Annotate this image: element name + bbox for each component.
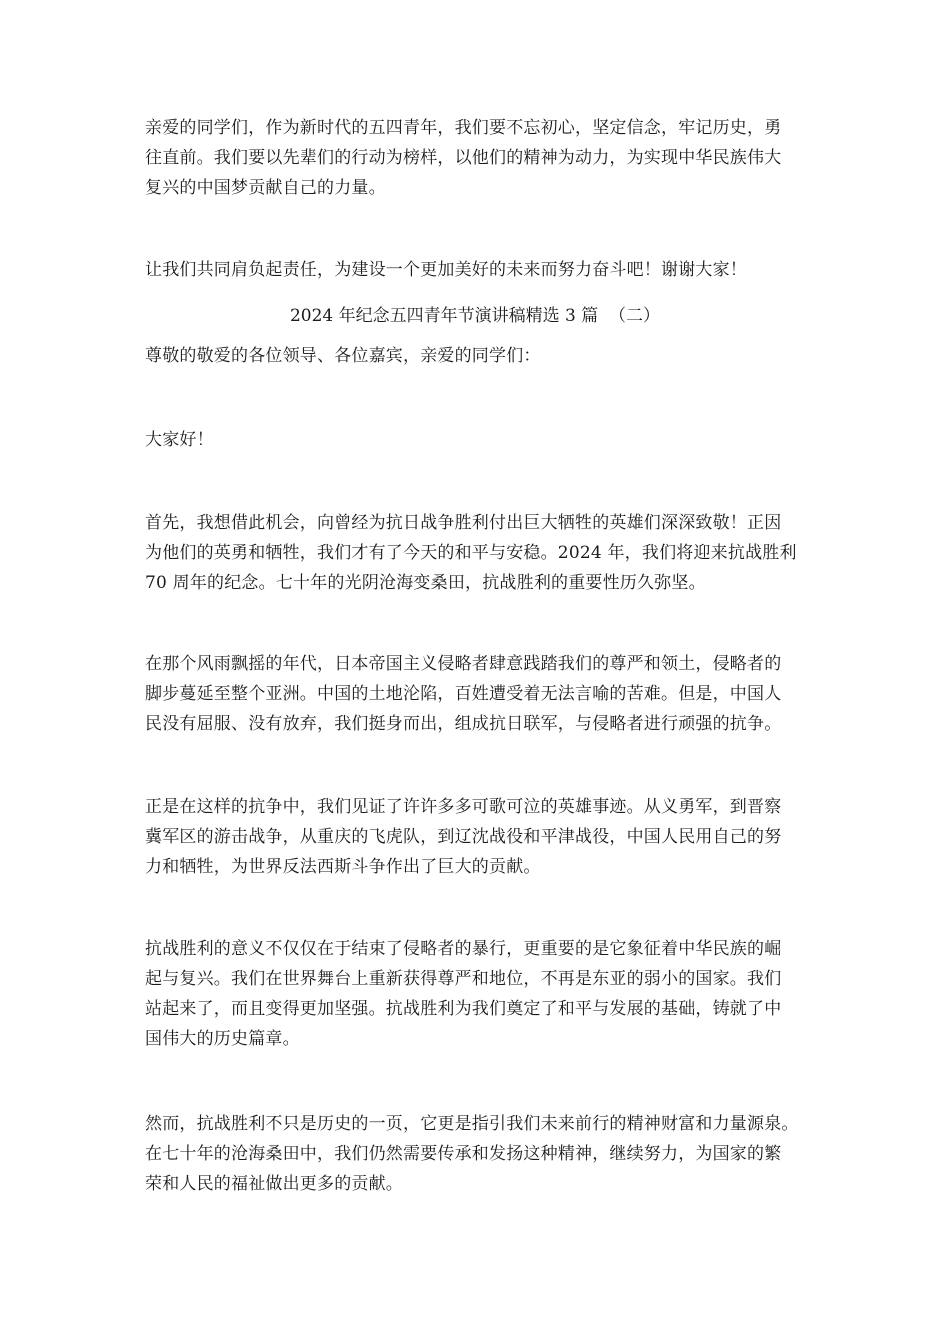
paragraph-invasion: 在那个风雨飘摇的年代，日本帝国主义侵略者肆意践踏我们的尊严和领土，侵略者的 脚步蔓延至整个亚洲。中国的土地沦陷，百姓遭受着无法言喻的苦难。但是，中国人 民没有屈服、没有放弃，我们挺身而出，组成抗日联军，与侵略者进行顽强的抗争。 <box>145 654 782 734</box>
paragraph-legacy: 然而，抗战胜利不只是历史的一页，它更是指引我们未来前行的精神财富和力量源泉。 在七十年的沧海桑田中，我们仍然需要传承和发扬这种精神，继续努力，为国家的繁 荣和人民的福祉做出更多的贡献。 <box>145 1114 799 1194</box>
paragraph-greeting: 大家好！ <box>145 430 214 450</box>
section-title: 2024 年纪念五四青年节演讲稿精选 3 篇 （二） <box>289 306 661 326</box>
paragraph-significance: 抗战胜利的意义不仅仅在于结束了侵略者的暴行，更重要的是它象征着中华民族的崛 起与复兴。我们在世界舞台上重新获得尊严和地位，不再是东亚的弱小的国家。我们 站起来了，而且变得更加坚强。抗战胜利为我们奠定了和平与发展的基础，铸就了中 国伟大的历史篇章。 <box>145 939 782 1049</box>
paragraph-thanks: 让我们共同肩负起责任，为建设一个更加美好的未来而努力奋斗吧！谢谢大家！ <box>145 260 747 280</box>
paragraph-heroes: 正是在这样的抗争中，我们见证了许许多多可歌可泣的英雄事迹。从义勇军，到晋察 冀军区的游击战争，从重庆的飞虎队，到辽沈战役和平津战役，中国人民用自己的努 力和牺牲，为世界反法西斯斗争作出了巨大的贡献。 <box>145 797 782 877</box>
paragraph-closing-remarks: 亲爱的同学们，作为新时代的五四青年，我们要不忘初心，坚定信念，牢记历史，勇 往直前。我们要以先辈们的行动为榜样，以他们的精神为动力，为实现中华民族伟大 复兴的中国梦贡献自己的力量。 <box>145 118 782 198</box>
paragraph-tribute: 首先，我想借此机会，向曾经为抗日战争胜利付出巨大牺牲的英雄们深深致敬！正因 为他们的英勇和牺牲，我们才有了今天的和平与安稳。2024 年，我们将迎来抗战胜利 70 周年的纪念。七十年的光阴沧海变桑田，抗战胜利的重要性历久弥坚。 <box>145 513 797 593</box>
paragraph-salutation: 尊敬的敬爱的各位领导、各位嘉宾，亲爱的同学们： <box>145 346 541 366</box>
